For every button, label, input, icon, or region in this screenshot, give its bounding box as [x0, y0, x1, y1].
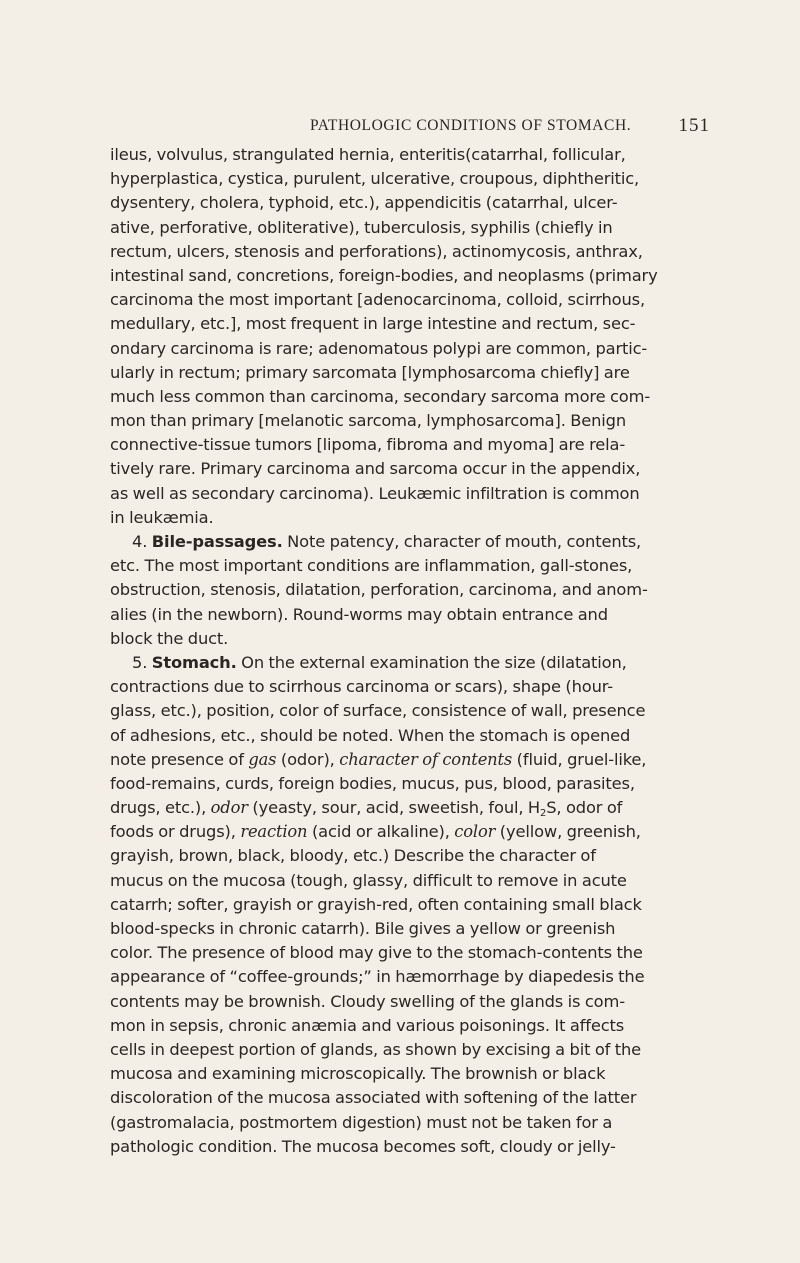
text-fragment: On the external examination the size (dilatation,	[241, 652, 627, 672]
text-line: tively rare. Primary carcinoma and sarcoma occur in the appendix,	[110, 459, 641, 479]
section-heading-bile-passages: Bile-passages.	[151, 532, 283, 551]
text-line-reaction	[110, 820, 710, 844]
text-line: cells in deepest portion of glands, as shown by excising a bit of the	[110, 1039, 642, 1059]
italic-term-odor: odor	[210, 798, 248, 818]
text-line: hyperplastica, cystica, purulent, ulcerative, croupous, diphtheritic,	[110, 169, 640, 189]
text-fragment: drugs, etc.),	[110, 798, 207, 818]
page-number: 151	[678, 115, 710, 136]
text-line: (gastromalacia, postmortem digestion) must not be taken for a	[110, 1112, 613, 1132]
italic-term-reaction: reaction	[240, 822, 308, 842]
text-line: obstruction, stenosis, dilatation, perforation, carcinoma, and anom-	[110, 580, 648, 600]
text-line: much less common than carcinoma, secondary sarcoma more com-	[110, 386, 651, 406]
text-line: food-remains, curds, foreign bodies, mucus, pus, blood, parasites,	[110, 773, 635, 793]
paragraph-number: 4.	[132, 532, 148, 551]
text-line: color. The presence of blood may give to the stomach-contents the	[110, 943, 643, 963]
text-line-odor	[110, 796, 710, 820]
text-line: dysentery, cholera, typhoid, etc.), appendicitis (catarrhal, ulcer-	[110, 193, 618, 213]
text-line: carcinoma the most important [adenocarcinoma, colloid, scirrhous,	[110, 290, 645, 310]
text-fragment: (odor),	[280, 749, 335, 769]
text-line: as well as secondary carcinoma). Leukæmic infiltration is common	[110, 483, 640, 503]
body-text	[110, 143, 710, 1159]
text-line: mucosa and examining microscopically. The brownish or black	[110, 1064, 606, 1084]
text-line: contents may be brownish. Cloudy swelling of the glands is com-	[110, 991, 625, 1011]
text-line: appearance of “coffee-grounds;” in hæmorrhage by diapedesis the	[110, 967, 645, 987]
running-header	[110, 117, 710, 141]
paragraph-5-first-line	[110, 651, 710, 675]
text-line: ative, perforative, obliterative), tuberculosis, syphilis (chiefly in	[110, 217, 613, 237]
text-line: ularly in rectum; primary sarcomata [lymphosarcoma chiefly] are	[110, 362, 630, 382]
section-heading-stomach: Stomach.	[151, 652, 237, 672]
italic-term-color: color	[454, 822, 496, 842]
text-line: discoloration of the mucosa associated with softening of the latter	[110, 1088, 637, 1108]
text-fragment: (fluid, gruel-like,	[516, 749, 647, 769]
text-fragment: (yellow, greenish,	[499, 822, 641, 842]
text-line: glass, etc.), position, color of surface, consistence of wall, presence	[110, 701, 646, 721]
text-line: mon than primary [melanotic sarcoma, lymphosarcoma]. Benign	[110, 411, 627, 431]
text-line-gas	[110, 748, 710, 772]
paragraph-number: 5.	[132, 652, 148, 672]
text-line: block the duct.	[110, 628, 229, 648]
text-fragment: foods or drugs),	[110, 822, 236, 842]
text-line: ondary carcinoma is rare; adenomatous polypi are common, partic-	[110, 338, 648, 358]
paragraph-4-first-line	[110, 530, 710, 554]
text-line: etc. The most important conditions are inflammation, gall-stones,	[110, 556, 633, 576]
chapter-title: PATHOLOGIC CONDITIONS OF STOMACH.	[310, 117, 632, 134]
italic-term-contents: character of contents	[339, 749, 513, 769]
text-line: mucus on the mucosa (tough, glassy, difficult to remove in acute	[110, 870, 627, 890]
text-line: intestinal sand, concretions, foreign-bodies, and neoplasms (primary	[110, 265, 658, 285]
text-line: alies (in the newborn). Round-worms may obtain entrance and	[110, 604, 608, 624]
text-fragment: Note patency, character of mouth, contents,	[287, 532, 642, 551]
text-line: pathologic condition. The mucosa becomes soft, cloudy or jelly-	[110, 1136, 616, 1156]
text-line: blood-specks in chronic catarrh). Bile gives a yellow or greenish	[110, 919, 616, 938]
italic-term-gas: gas	[248, 749, 277, 769]
text-fragment: (yeasty, sour, acid, sweetish, foul, H	[252, 798, 541, 818]
subscript: 2	[540, 808, 547, 820]
text-line: mon in sepsis, chronic anæmia and various poisonings. It affects	[110, 1015, 625, 1035]
text-fragment: note presence of	[110, 749, 244, 769]
text-line: of adhesions, etc., should be noted. When the stomach is opened	[110, 725, 631, 745]
text-line: contractions due to scirrhous carcinoma or scars), shape (hour-	[110, 677, 613, 697]
text-line: in leukæmia.	[110, 507, 214, 527]
text-line: rectum, ulcers, stenosis and perforations), actinomycosis, anthrax,	[110, 241, 643, 261]
text-line: connective-tissue tumors [lipoma, fibroma and myoma] are rela-	[110, 435, 626, 455]
text-line: ileus, volvulus, strangulated hernia, enteritis(catarrhal, follicular,	[110, 145, 626, 164]
text-line: catarrh; softer, grayish or grayish-red, often containing small black	[110, 894, 642, 914]
text-fragment: S, odor of	[546, 798, 623, 818]
text-line: grayish, brown, black, bloody, etc.) Describe the character of	[110, 846, 596, 866]
text-fragment: (acid or alkaline),	[311, 822, 450, 842]
text-line: medullary, etc.], most frequent in large intestine and rectum, sec-	[110, 314, 636, 334]
